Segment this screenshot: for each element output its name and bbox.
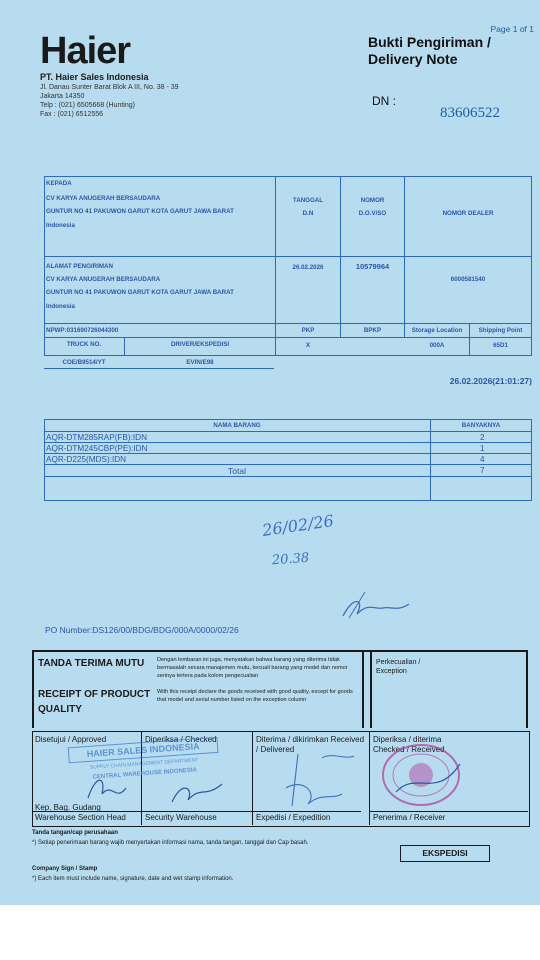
receiver-signature xyxy=(262,748,362,812)
ship-address: GUNTUR NO 41 PAKUWON GARUT KOTA GARUT JAWA BARAT xyxy=(46,289,234,296)
kep-bag-label-2: Warehouse Section Head xyxy=(35,813,126,822)
truck-label: TRUCK NO. xyxy=(66,341,102,348)
driver-label: DRIVER/EKSPEDISI xyxy=(170,341,230,348)
kep-bag-label-1: Kep. Bag. Gudang xyxy=(35,803,101,812)
note-title-id: Tanda tangan/cap perusahaan xyxy=(32,830,118,836)
ekspedisi-box: EKSPEDISI xyxy=(400,845,490,862)
handwritten-date: 26/02/26 xyxy=(261,511,335,540)
nomor-label: NOMOR xyxy=(360,197,385,204)
delivery-date: 26.02.2026 xyxy=(292,264,324,271)
item-qty-3: 4 xyxy=(480,455,485,464)
item-qty-1: 2 xyxy=(480,433,485,442)
ship-country: Indonesia xyxy=(46,303,75,310)
receiver-stamp-icon xyxy=(376,740,466,810)
approver-signatures xyxy=(82,768,242,818)
expedition-label: Expedisi / Expedition xyxy=(256,813,331,822)
note-text-en: *) Each item must include name, signature, date and wet stamp information. xyxy=(32,876,234,882)
receipt-title-en-2: QUALITY xyxy=(38,704,82,715)
storage-value: 000A xyxy=(429,342,445,349)
po-number: PO Number:DS126/00/BDG/BDG/000A/0000/02/26 xyxy=(45,625,239,635)
bpkp-label: BPKP xyxy=(363,327,382,334)
page-number: Page 1 of 1 xyxy=(490,24,534,34)
consignee-country: Indonesia xyxy=(46,222,75,229)
total-label: Total xyxy=(228,466,246,476)
ship-name: CV KARYA ANUGERAH BERSAUDARA xyxy=(46,276,161,283)
company-name: PT. Haier Sales Indonesia xyxy=(40,72,149,82)
npwp: NPWP:031690726044300 xyxy=(46,327,119,334)
note-text-id: *) Setiap penerimaan barang wajib menyertakan informasi nama, tanda tangan, tanggal dan Cap basah. xyxy=(32,840,309,846)
storage-label: Storage Location xyxy=(411,327,463,334)
title-line-1: Bukti Pengiriman / xyxy=(368,34,491,50)
handwritten-signature xyxy=(335,588,415,628)
receipt-text-en: With this receipt declare the goods received with good quality, except for goods that model and serial number listed on the exception column xyxy=(157,689,353,703)
receipt-text-id: Dengan lembaran ini juga, menyatakan bahwa barang yang diterima tidak bermasalah secara manajemen mutu, kecuali barang yang model dan nomor serinya tertera pada kolom pengecualian xyxy=(157,657,348,679)
stamp-line-3: CENTRAL WAREHOUSE INDONESIA xyxy=(92,767,198,781)
kepada-label: KEPADA xyxy=(46,180,72,187)
company-fax: Fax : (021) 6512556 xyxy=(40,111,104,118)
stamp-line-1: HAIER SALES INDONESIA xyxy=(68,737,219,763)
dn-label: DN : xyxy=(372,94,396,108)
total-qty: 7 xyxy=(480,466,485,475)
received-label: Diterima / dikirimkan Received / Delivered xyxy=(256,735,365,754)
dn-number: 83606522 xyxy=(440,105,500,121)
dealer-number: 6000581540 xyxy=(450,276,486,283)
pkp-label: PKP xyxy=(301,327,315,334)
item-name-2: AQR-DTM245CBP(PE):IDN xyxy=(46,444,148,453)
handwritten-time: 20.38 xyxy=(271,550,310,569)
consignee-address: GUNTUR NO 41 PAKUWON GARUT KOTA GARUT JAWA BARAT xyxy=(46,208,234,215)
alamat-label: ALAMAT PENGIRIMAN xyxy=(46,263,113,270)
shipping-value: 65D1 xyxy=(493,342,508,349)
note-title-en: Company Sign / Stamp xyxy=(32,866,98,872)
nomor-sub: D.O.V/SO xyxy=(358,210,387,217)
item-name-1: AQR-DTM285RAP(FB):IDN xyxy=(46,433,147,442)
security-label: Security Warehouse xyxy=(145,813,217,822)
company-phone: Telp : (021) 6505668 (Hunting) xyxy=(40,102,135,109)
tanggal-sub: D.N xyxy=(302,210,314,217)
receiver-label: Penerima / Receiver xyxy=(373,813,446,822)
checked-label: Diperiksa / Checked xyxy=(145,735,217,744)
driver-value: EVIN/E98 xyxy=(186,359,214,366)
pkp-value: X xyxy=(305,342,311,349)
checked-received-label: Diperiksa / diterima Checked / Received xyxy=(373,735,445,754)
shipping-label: Shipping Point xyxy=(478,327,523,334)
truck-number: COE/B9514/YT xyxy=(62,359,106,366)
consignee-name: CV KARYA ANUGERAH BERSAUDARA xyxy=(46,195,161,202)
haier-logo: Haier xyxy=(40,30,131,72)
print-timestamp: 26.02.2026(21:01:27) xyxy=(449,376,532,386)
document-title xyxy=(368,34,491,68)
item-name-header: NAMA BARANG xyxy=(213,422,261,429)
dealer-label: NOMOR DEALER xyxy=(442,210,494,217)
item-qty-header: BANYAKNYA xyxy=(461,422,501,429)
exception-label: Perkecualian / Exception xyxy=(376,659,421,675)
company-city: Jakarta 14350 xyxy=(40,93,85,100)
item-qty-2: 1 xyxy=(480,444,485,453)
approved-label: Disetujui / Approved xyxy=(35,735,107,744)
so-number: 10579964 xyxy=(355,262,390,271)
tanggal-label: TANGGAL xyxy=(292,197,324,204)
receipt-title-en-1: RECEIPT OF PRODUCT xyxy=(38,689,151,700)
receipt-title-id: TANDA TERIMA MUTU xyxy=(38,658,145,669)
stamp-line-2: SUPPLY CHAIN MANAGEMENT DEPARTMENT xyxy=(89,757,199,771)
title-line-2: Delivery Note xyxy=(368,51,458,67)
company-address: Jl. Danau Sunter Barat Blok A III, No. 38 - 39 xyxy=(40,84,179,91)
item-name-3: AQR-D225(MDS):IDN xyxy=(46,455,127,464)
